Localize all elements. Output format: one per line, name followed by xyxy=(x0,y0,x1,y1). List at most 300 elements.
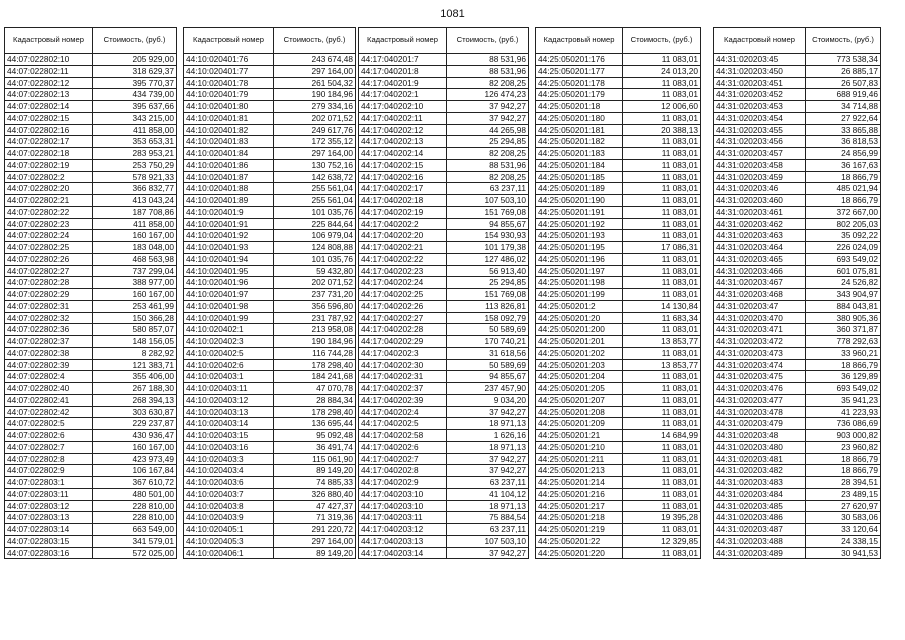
cadastral-number-cell: 44:10:020403:1 xyxy=(184,371,274,383)
value-cell: 130 752,16 xyxy=(274,159,356,171)
cadastral-number-cell: 44:10:020401:94 xyxy=(184,253,274,265)
cadastral-number-cell: 44:17:040203:14 xyxy=(359,547,447,559)
table-row xyxy=(5,477,177,489)
cadastral-number-cell: 44:25:050201:22 xyxy=(536,535,623,547)
value-cell: 101 179,38 xyxy=(447,242,529,254)
value-cell: 17 086,31 xyxy=(623,242,701,254)
table-row xyxy=(184,65,356,77)
value-cell: 24 856,99 xyxy=(806,148,881,160)
table-row xyxy=(5,300,177,312)
value-cell: 343 904,97 xyxy=(806,289,881,301)
value-cell: 160 167,00 xyxy=(93,441,177,453)
value-cell: 253 750,29 xyxy=(93,159,177,171)
table-row xyxy=(359,159,529,171)
table-row xyxy=(536,512,701,524)
cadastral-number-cell: 44:17:040202:39 xyxy=(359,394,447,406)
value-cell: 411 858,00 xyxy=(93,218,177,230)
cadastral-number-cell: 44:25:050201:216 xyxy=(536,488,623,500)
value-cell: 127 486,02 xyxy=(447,253,529,265)
value-cell: 28 394,51 xyxy=(806,477,881,489)
table-row xyxy=(5,54,177,66)
value-cell: 82 208,25 xyxy=(447,148,529,160)
table-row xyxy=(714,230,881,242)
header-value: Стоимость, (руб.) xyxy=(274,28,356,54)
table-row xyxy=(359,77,529,89)
table-row xyxy=(359,430,529,442)
table-row xyxy=(536,136,701,148)
value-cell: 13 853,77 xyxy=(623,359,701,371)
value-cell: 71 319,36 xyxy=(274,512,356,524)
cadastral-number-cell: 44:07:022802:38 xyxy=(5,347,93,359)
cadastral-number-cell: 44:17:040202:23 xyxy=(359,265,447,277)
value-cell: 11 083,01 xyxy=(623,453,701,465)
table-row xyxy=(359,477,529,489)
table-row xyxy=(359,394,529,406)
cadastral-number-cell: 44:10:020401:97 xyxy=(184,289,274,301)
cadastral-number-cell: 44:17:040202:16 xyxy=(359,171,447,183)
value-cell: 11 083,01 xyxy=(623,148,701,160)
cadastral-number-cell: 44:07:022802:20 xyxy=(5,183,93,195)
table-row xyxy=(5,512,177,524)
value-cell: 36 818,53 xyxy=(806,136,881,148)
table-row xyxy=(5,336,177,348)
table-row xyxy=(536,230,701,242)
cadastral-number-cell: 44:07:022802:29 xyxy=(5,289,93,301)
value-cell: 41 223,93 xyxy=(806,406,881,418)
cadastral-number-cell: 44:17:040202:13 xyxy=(359,136,447,148)
table-row xyxy=(714,183,881,195)
value-cell: 11 083,01 xyxy=(623,195,701,207)
value-cell: 170 740,21 xyxy=(447,336,529,348)
value-cell: 468 563,98 xyxy=(93,253,177,265)
table-row xyxy=(536,242,701,254)
table-row xyxy=(359,289,529,301)
table-row xyxy=(184,183,356,195)
table-row xyxy=(359,171,529,183)
table-row xyxy=(714,383,881,395)
table-row xyxy=(714,218,881,230)
value-cell: 388 977,00 xyxy=(93,277,177,289)
cadastral-number-cell: 44:31:020203:47 xyxy=(714,300,806,312)
value-cell: 802 205,03 xyxy=(806,218,881,230)
value-cell: 24 338,15 xyxy=(806,535,881,547)
table-row xyxy=(714,324,881,336)
table-row xyxy=(536,312,701,324)
table-row xyxy=(359,253,529,265)
table-row xyxy=(359,65,529,77)
table-row xyxy=(714,101,881,113)
cadastral-number-cell: 44:17:040202:15 xyxy=(359,159,447,171)
cadastral-number-cell: 44:10:020401:78 xyxy=(184,77,274,89)
cadastral-number-cell: 44:07:022802:28 xyxy=(5,277,93,289)
table-row xyxy=(5,136,177,148)
table-row xyxy=(5,253,177,265)
table-header-row xyxy=(536,28,701,54)
value-cell: 28 884,34 xyxy=(274,394,356,406)
value-cell: 225 844,64 xyxy=(274,218,356,230)
value-cell: 12 006,60 xyxy=(623,101,701,113)
table-row xyxy=(184,253,356,265)
cadastral-number-cell: 44:07:022802:2 xyxy=(5,171,93,183)
table-row xyxy=(184,77,356,89)
table-row xyxy=(536,524,701,536)
table-row xyxy=(536,253,701,265)
table-row xyxy=(359,206,529,218)
value-cell: 47 070,78 xyxy=(274,383,356,395)
cadastral-number-cell: 44:17:040203:13 xyxy=(359,535,447,547)
table-row xyxy=(536,195,701,207)
cadastral-number-cell: 44:10:020402:1 xyxy=(184,324,274,336)
cadastral-number-cell: 44:10:020403:11 xyxy=(184,383,274,395)
cadastral-number-cell: 44:31:020203:464 xyxy=(714,242,806,254)
value-cell: 884 043,81 xyxy=(806,300,881,312)
table-row xyxy=(359,406,529,418)
cadastral-number-cell: 44:17:040202:21 xyxy=(359,242,447,254)
cadastral-number-cell: 44:17:040202:4 xyxy=(359,406,447,418)
value-cell: 183 048,00 xyxy=(93,242,177,254)
cadastral-number-cell: 44:25:050201:220 xyxy=(536,547,623,559)
value-cell: 297 164,00 xyxy=(274,65,356,77)
cadastral-number-cell: 44:31:020203:484 xyxy=(714,488,806,500)
value-cell: 107 503,10 xyxy=(447,195,529,207)
value-cell: 36 167,63 xyxy=(806,159,881,171)
table-row xyxy=(714,277,881,289)
value-cell: 37 942,27 xyxy=(447,101,529,113)
cadastral-number-cell: 44:31:020203:454 xyxy=(714,112,806,124)
cadastral-number-cell: 44:07:022803:12 xyxy=(5,500,93,512)
cadastral-number-cell: 44:17:040203:10 xyxy=(359,500,447,512)
cadastral-number-cell: 44:07:022803:11 xyxy=(5,488,93,500)
value-cell: 249 617,76 xyxy=(274,124,356,136)
cadastral-number-cell: 44:31:020203:453 xyxy=(714,101,806,113)
value-cell: 578 921,33 xyxy=(93,171,177,183)
value-cell: 1 626,16 xyxy=(447,430,529,442)
header-value: Стоимость, (руб.) xyxy=(623,28,701,54)
value-cell: 187 708,86 xyxy=(93,206,177,218)
cadastral-number-cell: 44:25:050201:211 xyxy=(536,453,623,465)
cadastral-number-cell: 44:31:020203:450 xyxy=(714,65,806,77)
value-cell: 63 237,11 xyxy=(447,477,529,489)
table-row xyxy=(536,371,701,383)
page-number: 1081 xyxy=(440,8,465,20)
cadastral-number-cell: 44:25:050201:193 xyxy=(536,230,623,242)
value-cell: 11 083,01 xyxy=(623,524,701,536)
table-row xyxy=(184,218,356,230)
value-cell: 228 810,00 xyxy=(93,500,177,512)
cadastral-table-4 xyxy=(535,27,701,559)
cadastral-number-cell: 44:31:020203:477 xyxy=(714,394,806,406)
table-row xyxy=(714,253,881,265)
table-row xyxy=(536,124,701,136)
value-cell: 18 971,13 xyxy=(447,441,529,453)
table-row xyxy=(536,500,701,512)
table-row xyxy=(184,242,356,254)
cadastral-number-cell: 44:17:040202:37 xyxy=(359,383,447,395)
table-row xyxy=(184,112,356,124)
value-cell: 11 083,01 xyxy=(623,206,701,218)
value-cell: 172 355,12 xyxy=(274,136,356,148)
cadastral-number-cell: 44:17:040202:27 xyxy=(359,312,447,324)
value-cell: 59 432,80 xyxy=(274,265,356,277)
cadastral-number-cell: 44:10:020403:8 xyxy=(184,500,274,512)
cadastral-number-cell: 44:07:022802:16 xyxy=(5,124,93,136)
cadastral-number-cell: 44:07:022802:23 xyxy=(5,218,93,230)
table-row xyxy=(536,477,701,489)
table-row xyxy=(184,312,356,324)
value-cell: 82 208,25 xyxy=(447,171,529,183)
table-row xyxy=(5,171,177,183)
table-row xyxy=(359,195,529,207)
cadastral-number-cell: 44:31:020203:479 xyxy=(714,418,806,430)
value-cell: 736 086,69 xyxy=(806,418,881,430)
value-cell: 160 167,00 xyxy=(93,230,177,242)
value-cell: 243 674,48 xyxy=(274,54,356,66)
table-row xyxy=(5,453,177,465)
value-cell: 485 021,94 xyxy=(806,183,881,195)
table-row xyxy=(359,535,529,547)
table-row xyxy=(5,277,177,289)
table-row xyxy=(359,524,529,536)
cadastral-number-cell: 44:25:050201:207 xyxy=(536,394,623,406)
cadastral-number-cell: 44:10:020401:92 xyxy=(184,230,274,242)
cadastral-number-cell: 44:07:022802:18 xyxy=(5,148,93,160)
table-row xyxy=(5,524,177,536)
cadastral-number-cell: 44:25:050201:209 xyxy=(536,418,623,430)
value-cell: 88 531,96 xyxy=(447,54,529,66)
cadastral-number-cell: 44:31:020203:486 xyxy=(714,512,806,524)
table-row xyxy=(184,477,356,489)
value-cell: 19 395,28 xyxy=(623,512,701,524)
table-row xyxy=(359,300,529,312)
value-cell: 355 406,00 xyxy=(93,371,177,383)
value-cell: 226 024,09 xyxy=(806,242,881,254)
value-cell: 36 491,74 xyxy=(274,441,356,453)
value-cell: 18 866,79 xyxy=(806,465,881,477)
table-row xyxy=(714,524,881,536)
value-cell: 124 808,88 xyxy=(274,242,356,254)
value-cell: 106 167,84 xyxy=(93,465,177,477)
header-value: Стоимость, (руб.) xyxy=(93,28,177,54)
cadastral-number-cell: 44:10:020401:83 xyxy=(184,136,274,148)
value-cell: 11 083,01 xyxy=(623,347,701,359)
cadastral-number-cell: 44:31:020203:478 xyxy=(714,406,806,418)
cadastral-number-cell: 44:07:022802:5 xyxy=(5,418,93,430)
cadastral-number-cell: 44:07:022802:41 xyxy=(5,394,93,406)
value-cell: 11 083,01 xyxy=(623,136,701,148)
value-cell: 773 538,34 xyxy=(806,54,881,66)
cadastral-number-cell: 44:17:040202:9 xyxy=(359,477,447,489)
table-row xyxy=(714,242,881,254)
value-cell: 903 000,82 xyxy=(806,430,881,442)
table-row xyxy=(714,430,881,442)
cadastral-number-cell: 44:25:050201:202 xyxy=(536,347,623,359)
cadastral-number-cell: 44:07:022803:15 xyxy=(5,535,93,547)
table-row xyxy=(5,289,177,301)
table-row xyxy=(714,206,881,218)
table-row xyxy=(714,124,881,136)
table-row xyxy=(359,453,529,465)
value-cell: 26 507,83 xyxy=(806,77,881,89)
cadastral-number-cell: 44:07:022802:15 xyxy=(5,112,93,124)
cadastral-number-cell: 44:17:040202:18 xyxy=(359,195,447,207)
value-cell: 11 683,34 xyxy=(623,312,701,324)
cadastral-number-cell: 44:10:020403:6 xyxy=(184,477,274,489)
table-row xyxy=(536,547,701,559)
table-row xyxy=(536,277,701,289)
table-row xyxy=(536,488,701,500)
table-row xyxy=(536,347,701,359)
value-cell: 89 149,20 xyxy=(274,547,356,559)
value-cell: 25 294,85 xyxy=(447,136,529,148)
table-row xyxy=(184,383,356,395)
table-row xyxy=(359,488,529,500)
table-row xyxy=(359,112,529,124)
value-cell: 33 120,64 xyxy=(806,524,881,536)
value-cell: 106 979,04 xyxy=(274,230,356,242)
table-row xyxy=(5,465,177,477)
cadastral-number-cell: 44:31:020203:455 xyxy=(714,124,806,136)
value-cell: 37 942,27 xyxy=(447,406,529,418)
cadastral-number-cell: 44:25:050201:200 xyxy=(536,324,623,336)
value-cell: 11 083,01 xyxy=(623,406,701,418)
value-cell: 18 866,79 xyxy=(806,195,881,207)
value-cell: 360 371,87 xyxy=(806,324,881,336)
value-cell: 26 885,17 xyxy=(806,65,881,77)
table-row xyxy=(714,195,881,207)
value-cell: 341 579,01 xyxy=(93,535,177,547)
cadastral-number-cell: 44:07:022802:39 xyxy=(5,359,93,371)
table-row xyxy=(5,65,177,77)
cadastral-number-cell: 44:10:020401:84 xyxy=(184,148,274,160)
cadastral-number-cell: 44:25:050201:20 xyxy=(536,312,623,324)
cadastral-table-1 xyxy=(4,27,177,559)
value-cell: 778 292,63 xyxy=(806,336,881,348)
value-cell: 89 149,20 xyxy=(274,465,356,477)
cadastral-number-cell: 44:25:050201:198 xyxy=(536,277,623,289)
table-row xyxy=(359,324,529,336)
cadastral-number-cell: 44:25:050201:178 xyxy=(536,77,623,89)
cadastral-number-cell: 44:31:020203:467 xyxy=(714,277,806,289)
cadastral-number-cell: 44:25:050201:195 xyxy=(536,242,623,254)
table-row xyxy=(714,512,881,524)
table-row xyxy=(184,136,356,148)
table-row xyxy=(5,112,177,124)
table-row xyxy=(714,359,881,371)
cadastral-number-cell: 44:25:050201:183 xyxy=(536,148,623,160)
table-row xyxy=(5,441,177,453)
value-cell: 95 092,48 xyxy=(274,430,356,442)
cadastral-number-cell: 44:07:022803:14 xyxy=(5,524,93,536)
value-cell: 411 858,00 xyxy=(93,124,177,136)
value-cell: 44 265,98 xyxy=(447,124,529,136)
cadastral-number-cell: 44:31:020203:485 xyxy=(714,500,806,512)
value-cell: 184 241,68 xyxy=(274,371,356,383)
cadastral-number-cell: 44:10:020406:1 xyxy=(184,547,274,559)
table-row xyxy=(536,101,701,113)
table-row xyxy=(184,230,356,242)
cadastral-number-cell: 44:25:050201:199 xyxy=(536,289,623,301)
table-row xyxy=(184,441,356,453)
table-row xyxy=(359,547,529,559)
cadastral-number-cell: 44:10:020403:3 xyxy=(184,453,274,465)
value-cell: 663 549,00 xyxy=(93,524,177,536)
table-row xyxy=(714,500,881,512)
value-cell: 395 637,66 xyxy=(93,101,177,113)
value-cell: 8 282,92 xyxy=(93,347,177,359)
value-cell: 11 083,01 xyxy=(623,159,701,171)
table-row xyxy=(359,242,529,254)
value-cell: 688 919,46 xyxy=(806,89,881,101)
cadastral-number-cell: 44:17:040202:58 xyxy=(359,430,447,442)
table-row xyxy=(5,324,177,336)
cadastral-number-cell: 44:10:020401:82 xyxy=(184,124,274,136)
cadastral-number-cell: 44:25:050201:185 xyxy=(536,171,623,183)
cadastral-number-cell: 44:17:040202:28 xyxy=(359,324,447,336)
cadastral-number-cell: 44:17:040202:14 xyxy=(359,148,447,160)
table-row xyxy=(184,159,356,171)
cadastral-number-cell: 44:10:020403:12 xyxy=(184,394,274,406)
cadastral-number-cell: 44:17:040202:20 xyxy=(359,230,447,242)
value-cell: 47 427,37 xyxy=(274,500,356,512)
cadastral-number-cell: 44:31:020203:472 xyxy=(714,336,806,348)
cadastral-number-cell: 44:25:050201:214 xyxy=(536,477,623,489)
table-row xyxy=(5,500,177,512)
cadastral-number-cell: 44:25:050201:203 xyxy=(536,359,623,371)
cadastral-number-cell: 44:25:050201:196 xyxy=(536,253,623,265)
cadastral-number-cell: 44:07:022802:40 xyxy=(5,383,93,395)
value-cell: 9 034,20 xyxy=(447,394,529,406)
value-cell: 27 922,64 xyxy=(806,112,881,124)
cadastral-number-cell: 44:07:022802:21 xyxy=(5,195,93,207)
cadastral-number-cell: 44:25:050201:213 xyxy=(536,465,623,477)
value-cell: 113 826,81 xyxy=(447,300,529,312)
value-cell: 693 549,02 xyxy=(806,383,881,395)
table-row xyxy=(184,406,356,418)
cadastral-number-cell: 44:07:022802:42 xyxy=(5,406,93,418)
table-row xyxy=(184,512,356,524)
value-cell: 34 714,88 xyxy=(806,101,881,113)
value-cell: 160 167,00 xyxy=(93,289,177,301)
table-row xyxy=(5,406,177,418)
table-row xyxy=(184,265,356,277)
value-cell: 148 156,05 xyxy=(93,336,177,348)
cadastral-number-cell: 44:10:020401:99 xyxy=(184,312,274,324)
value-cell: 88 531,96 xyxy=(447,159,529,171)
value-cell: 11 083,01 xyxy=(623,230,701,242)
cadastral-number-cell: 44:10:020401:96 xyxy=(184,277,274,289)
table-row xyxy=(5,124,177,136)
table-row xyxy=(359,89,529,101)
value-cell: 11 083,01 xyxy=(623,383,701,395)
table-row xyxy=(359,383,529,395)
value-cell: 231 787,92 xyxy=(274,312,356,324)
header-value: Стоимость, (руб.) xyxy=(447,28,529,54)
value-cell: 37 942,27 xyxy=(447,465,529,477)
table-row xyxy=(359,336,529,348)
cadastral-number-cell: 44:07:022802:31 xyxy=(5,300,93,312)
table-row xyxy=(5,206,177,218)
value-cell: 11 083,01 xyxy=(623,394,701,406)
cadastral-number-cell: 44:17:040201:8 xyxy=(359,65,447,77)
table-row xyxy=(5,77,177,89)
cadastral-number-cell: 44:10:020402:3 xyxy=(184,336,274,348)
value-cell: 36 129,89 xyxy=(806,371,881,383)
cadastral-number-cell: 44:25:050201:180 xyxy=(536,112,623,124)
table-row xyxy=(714,89,881,101)
value-cell: 372 667,00 xyxy=(806,206,881,218)
table-row xyxy=(536,441,701,453)
table-row xyxy=(536,54,701,66)
